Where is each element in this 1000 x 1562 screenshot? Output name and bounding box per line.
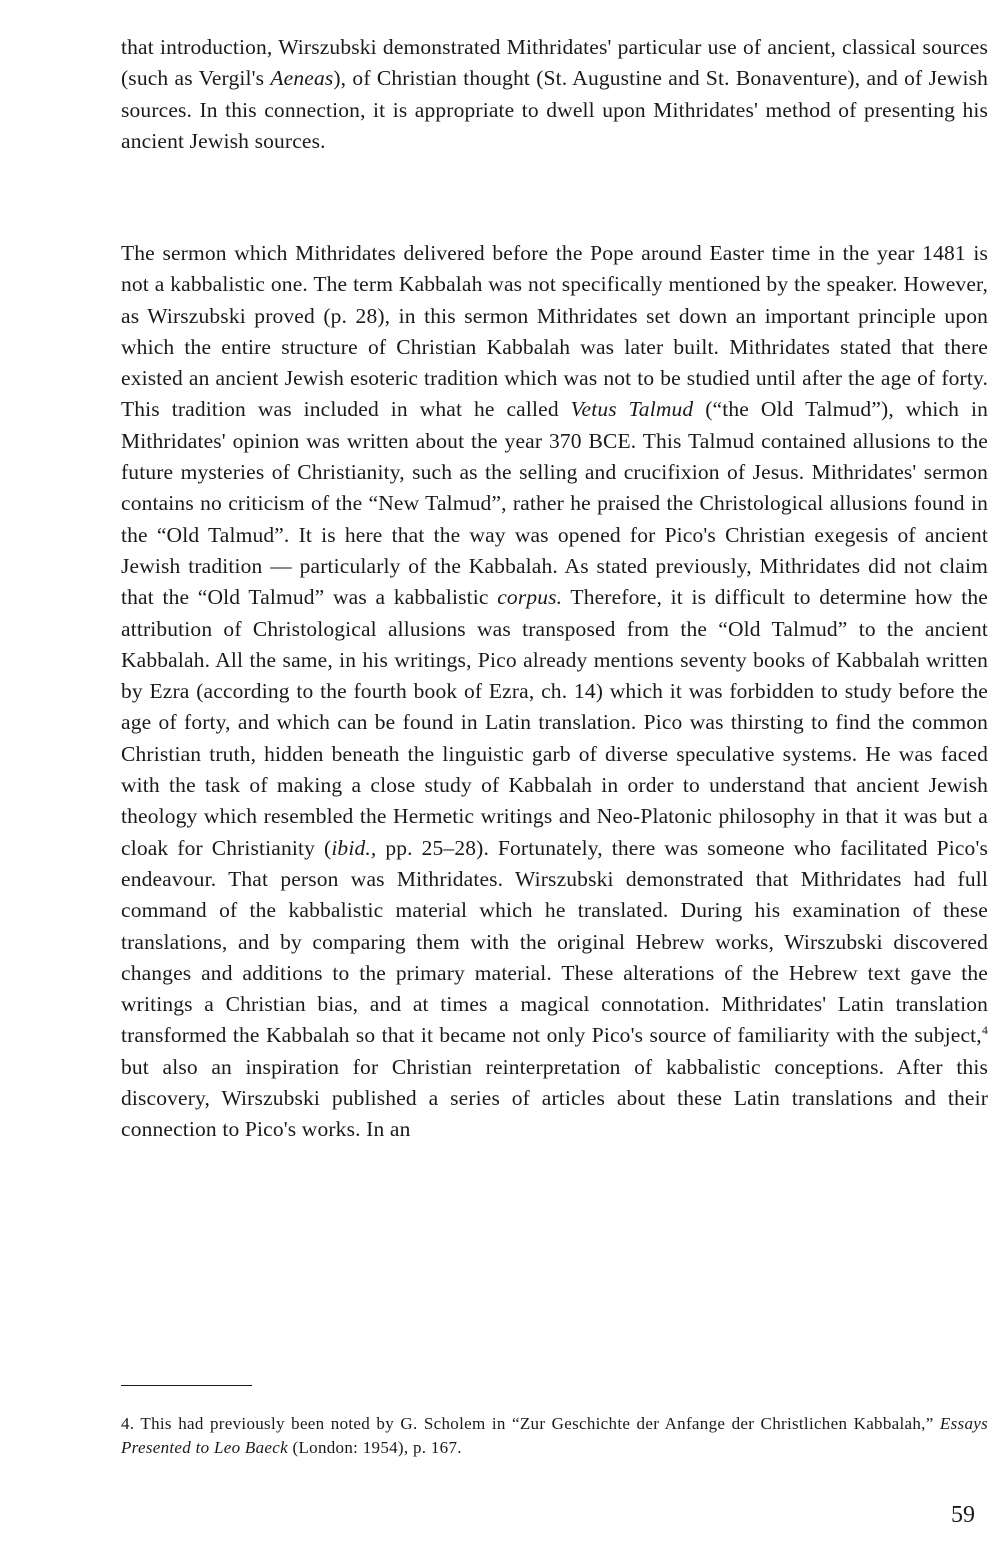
body-paragraph-1	[121, 32, 988, 157]
italic-title-aeneas: Aeneas	[270, 66, 334, 91]
paragraph-text: that introduction, Wirszubski demonstrated Mithridates' particular use of ancient, classical sources (such as Vergil's	[121, 35, 988, 91]
italic-term-vetus-talmud: Vetus Talmud	[570, 397, 694, 422]
paragraph-text: (“the Old Talmud”), which in Mithridates' opinion was written about the year 370 BCE. This Talmud contained allusions to the future mysteries of Christianity, such as the selling and crucifixion of Jesus. Mithridates' sermon contains no criticism of the “New Talmud”, rather he praised the Christological allusions found in the “Old Talmud”. It is here that the way was opened for Pico's Christian exegesis of ancient Jewish tradition — particularly of the Kabbalah. As stated previously, Mithridates did not claim that the “Old Talmud” was a kabbalistic	[121, 397, 988, 610]
italic-term-ibid: ibid.,	[331, 835, 377, 860]
body-paragraph-2	[121, 238, 988, 1146]
paragraph-text: pp. 25–28). Fortunately, there was someone who facilitated Pico's endeavour. That person was Mithridates. Wirszubski demonstrated that Mithridates had full command of the kabbalistic material which he translated. During his examination of these translations, and by comparing them with the original Hebrew works, Wirszubski discovered changes and additions to the primary material. These alterations of the Hebrew text gave the writings a Christian bias, and at times a magical connotation. Mithridates' Latin translation transformed the Kabbalah so that it became not only Pico's source of familiarity with the subject,	[121, 835, 988, 1048]
footnote-text: (London: 1954), p. 167.	[287, 1438, 462, 1457]
paragraph-text: ), of Christian thought (St. Augustine and St. Bonaventure), and of Jewish sources. In this connection, it is appropriate to dwell upon Mithridates' method of presenting his ancient Jewish sources.	[121, 66, 988, 153]
footnote	[121, 1412, 988, 1460]
footnote-italic-title: Essays Presented to Leo Baeck	[121, 1414, 988, 1457]
paragraph-text: Therefore, it is difficult to determine how the attribution of Christological allusions was transposed from the “Old Talmud” to the ancient Kabbalah. All the same, in his writings, Pico already mentions seventy books of Kabbalah written by Ezra (according to the fourth book of Ezra, ch. 14) which it was forbidden to study before the age of forty, and which can be found in Latin translation. Pico was thirsting to find the common Christian truth, hidden beneath the linguistic garb of diverse speculative systems. He was faced with the task of making a close study of Kabbalah in order to understand that ancient Jewish theology which resembled the Hermetic writings and Neo-Platonic philosophy in that it was but a cloak for Christianity (	[121, 585, 988, 860]
italic-term-corpus: corpus.	[497, 585, 563, 610]
paragraph-text: but also an inspiration for Christian reinterpretation of kabbalistic conceptions. After this discovery, Wirszubski published a series of articles about these Latin translations and their connection to Pico's works. In an	[121, 1054, 988, 1142]
footnote-reference[interactable]: 4	[981, 1023, 988, 1038]
footnote-divider	[121, 1385, 252, 1386]
page-number: 59	[951, 1502, 975, 1528]
paragraph-text: The sermon which Mithridates delivered before the Pope around Easter time in the year 1481 is not a kabbalistic one. The term Kabbalah was not specifically mentioned by the speaker. However, as Wirszubski proved (p. 28), in this sermon Mithridates set down an important principle upon which the entire structure of Christian Kabbalah was later built. Mithridates stated that there existed an ancient Jewish esoteric tradition which was not to be studied until after the age of forty. This tradition was included in what he called	[121, 241, 988, 422]
footnote-number: 4.	[121, 1414, 135, 1433]
footnote-text: This had previously been noted by G. Scholem in “Zur Geschichte der Anfange der Christlichen Kabbalah,”	[134, 1414, 940, 1433]
